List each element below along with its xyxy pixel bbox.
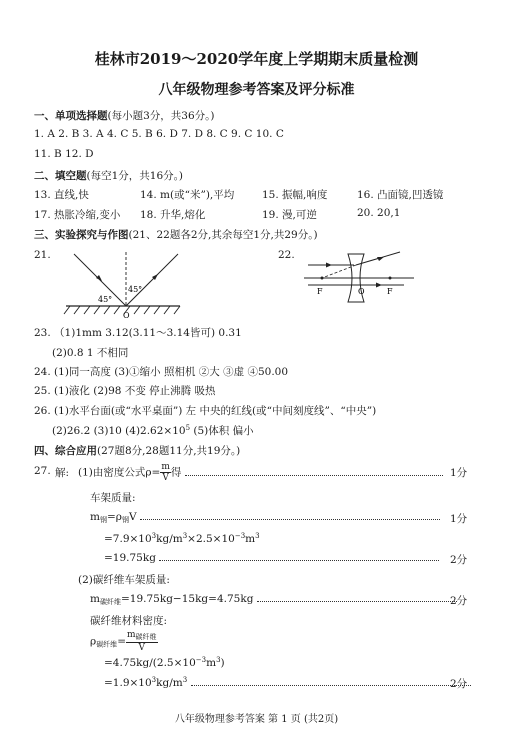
fill-answer-17: 17. 热胀冷缩,变小	[34, 209, 121, 221]
section-1-note: (每小题3分，共36分。)	[107, 110, 215, 122]
section-1-heading	[34, 108, 214, 123]
ray-arrow-top	[326, 263, 332, 268]
angle-label-left: 45°	[98, 295, 113, 304]
answer-26-part1: 26. (1)水平台面(或“水平桌面”) 左 中央的红线(或“中间刻度线”、“中央”)	[34, 405, 377, 417]
carbon-density-formula: $\rho_{碳纤维}=$ $\frac{m_{碳纤维}}{V}$	[90, 630, 157, 653]
fill-answer-14: 14. m(或“米”),平均	[140, 189, 235, 201]
mirror-hatching	[64, 306, 180, 314]
answer-24: 24. (1)同一高度 (3)①缩小 照相机 ②大 ③虚 ④50.00	[34, 366, 289, 378]
section-3-note: (21、22题各2分,其余每空1分,共29分。)	[128, 229, 318, 241]
section-1-answers-line2: 11. B 12. D	[34, 148, 94, 160]
density-fraction: $\frac{m}{V}$	[161, 462, 170, 483]
section-2-heading	[34, 168, 183, 183]
reflection-diagram	[60, 248, 190, 320]
section-4-note: (27题8分,28题11分,共19分。)	[97, 445, 241, 457]
score-step3: 2分	[450, 554, 468, 566]
focal-point-left	[321, 277, 324, 280]
fill-answer-20: 20. 20,1	[357, 207, 401, 219]
point-o-label: O	[123, 311, 130, 320]
score-step4: 2分	[450, 595, 468, 607]
density-formula: (1)由密度公式ρ= $\frac{m}{V}$ 得	[78, 462, 443, 483]
answer-26-part2: (2)26.2 (3)10 $(4)2.62\times 10^5$ (5)体积 偏小	[52, 424, 254, 437]
reflected-ray	[126, 254, 178, 306]
frame-mass-result: =19.75kg	[104, 552, 439, 564]
focus-right-label: F	[387, 287, 393, 296]
section-1-title: 一、单项选择题	[34, 110, 108, 122]
fill-answer-19: 19. 漫,可逆	[262, 209, 317, 221]
answer-23-part2: (2)0.8 1 不相同	[52, 347, 129, 359]
section-3-heading	[34, 227, 318, 242]
section-2-note: (每空1分，共16分。)	[86, 170, 183, 182]
question-27-label: 27.	[34, 465, 51, 477]
question-22-label: 22.	[278, 249, 295, 261]
carbon-density-label: 碳纤维材料密度:	[90, 615, 168, 627]
carbon-frame-mass-label: (2)碳纤维车架质量:	[78, 574, 170, 586]
question-21-label: 21.	[34, 249, 51, 261]
focal-point-right	[389, 277, 392, 280]
carbon-density-calc: $=4.75kg/(2.5\times 10^{-3}m^3)$	[104, 656, 225, 669]
page-footer: 八年级物理参考答案 第 1 页 (共2页)	[174, 714, 339, 725]
section-3-title: 三、实验探究与作图	[34, 229, 129, 241]
fill-answer-16: 16. 凸面镜,凹透镜	[357, 189, 444, 201]
section-4-title: 四、综合应用	[34, 445, 97, 457]
section-4-heading	[34, 443, 240, 458]
fill-answer-15: 15. 振幅,响度	[262, 189, 328, 201]
optical-center-label: O	[358, 287, 365, 296]
carbon-density-fraction: $\frac{m_{碳纤维}}{V}$	[127, 630, 157, 653]
fill-answer-18: 18. 升华,熔化	[140, 209, 206, 221]
frame-mass-calc: $=7.9\times 10^3kg/m^3\times 2.5\times 10^{-3}m^3$	[104, 532, 260, 545]
document-subtitle: 八年级物理参考答案及评分标准	[158, 82, 355, 98]
answer-23-part1: 23. （1)1mm 3.12(3.11～3.14皆可) 0.31	[34, 327, 242, 339]
solve-label: 解:	[55, 467, 70, 479]
section-1-answers-line1: 1. A 2. B 3. A 4. C 5. B 6. D 7. D 8. C 9. C 10. C	[34, 128, 284, 140]
document-title: 桂林市2019～2020学年度上学期期末质量检测	[94, 50, 419, 68]
focus-left-label: F	[317, 287, 323, 296]
incident-arrow	[96, 275, 102, 281]
ray-arrow-refracted	[377, 257, 384, 261]
ray-arrow-center	[376, 283, 382, 288]
answer-25: 25. (1)液化 (2)98 不变 停止沸腾 吸热	[34, 385, 216, 397]
score-step1: 1分	[450, 467, 468, 479]
score-step5: 2分	[450, 678, 468, 690]
frame-mass-formula: $m_钢=\rho_钢V$	[90, 511, 440, 525]
section-2-title: 二、填空题	[34, 170, 87, 182]
score-step2: 1分	[450, 513, 468, 525]
frame-mass-label: 车架质量:	[90, 492, 136, 504]
carbon-frame-mass-calc: $m_{碳纤维}=19.75kg-15kg=4.75kg$	[90, 593, 457, 607]
angle-label-right: 45°	[128, 285, 143, 294]
carbon-density-result: $=1.9\times 10^3kg/m^3$	[104, 676, 471, 689]
concave-lens-diagram	[300, 248, 418, 308]
fill-answer-13: 13. 直线,快	[34, 189, 89, 201]
